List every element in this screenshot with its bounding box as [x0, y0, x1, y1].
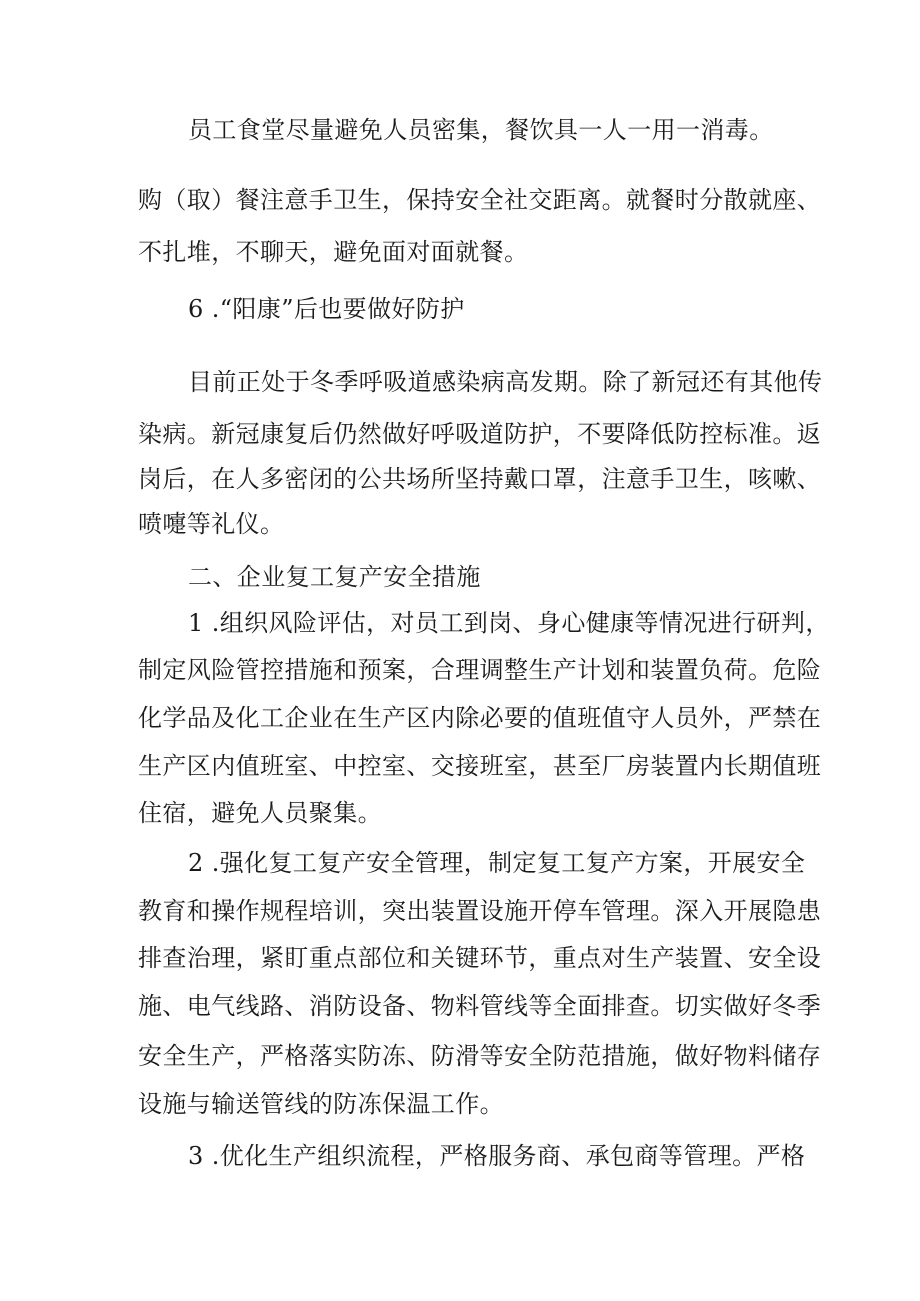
- text-line-3: 不扎堆，不聊天，避免面对面就餐。: [138, 238, 529, 266]
- text-line-5: 目前正处于冬季呼吸道感染病高发期。除了新冠还有其他传: [188, 368, 823, 396]
- text-line-16: 教育和操作规程培训，突出装置设施开停车管理。深入开展隐患: [138, 897, 822, 925]
- text-line-18: 施、电气线路、消防设备、物料管线等全面排查。切实做好冬季: [138, 992, 822, 1020]
- section-heading-6: 6 .“阳康”后也要做好防护: [188, 295, 465, 323]
- text-line-1: 员工食堂尽量避免人员密集，餐饮具一人一用一消毒。: [188, 116, 774, 144]
- text-line-14: 住宿，避免人员聚集。: [138, 799, 382, 827]
- text-line-6: 染病。新冠康复后仍然做好呼吸道防护，不要降低防控标准。返: [138, 420, 822, 448]
- text-line-20: 设施与输送管线的防冻保温工作。: [138, 1090, 504, 1118]
- text-line-11: 制定风险管控措施和预案，合理调整生产计划和装置负荷。危险: [138, 656, 822, 684]
- text-line-8: 喷嚏等礼仪。: [138, 510, 285, 538]
- text-line-7: 岗后，在人多密闭的公共场所坚持戴口罩，注意手卫生，咳嗽、: [138, 465, 822, 493]
- text-line-21: 3 .优化生产组织流程，严格服务商、承包商等管理。严格: [188, 1142, 806, 1170]
- text-line-2: 购（取）餐注意手卫生，保持安全社交距离。就餐时分散就座、: [138, 186, 822, 214]
- text-line-12: 化学品及化工企业在生产区内除必要的值班值守人员外，严禁在: [138, 704, 822, 732]
- text-line-19: 安全生产，严格落实防冻、防滑等安全防范措施，做好物料储存: [138, 1042, 822, 1070]
- section-heading-2: 二、企业复工复产安全措施: [188, 563, 481, 591]
- text-line-13: 生产区内值班室、中控室、交接班室，甚至厂房装置内长期值班: [138, 752, 822, 780]
- text-line-17: 排查治理，紧盯重点部位和关键环节，重点对生产装置、安全设: [138, 944, 822, 972]
- text-line-10: 1 .组织风险评估，对员工到岗、身心健康等情况进行研判，: [188, 609, 830, 637]
- text-line-15: 2 .强化复工复产安全管理，制定复工复产方案，开展安全: [188, 849, 806, 877]
